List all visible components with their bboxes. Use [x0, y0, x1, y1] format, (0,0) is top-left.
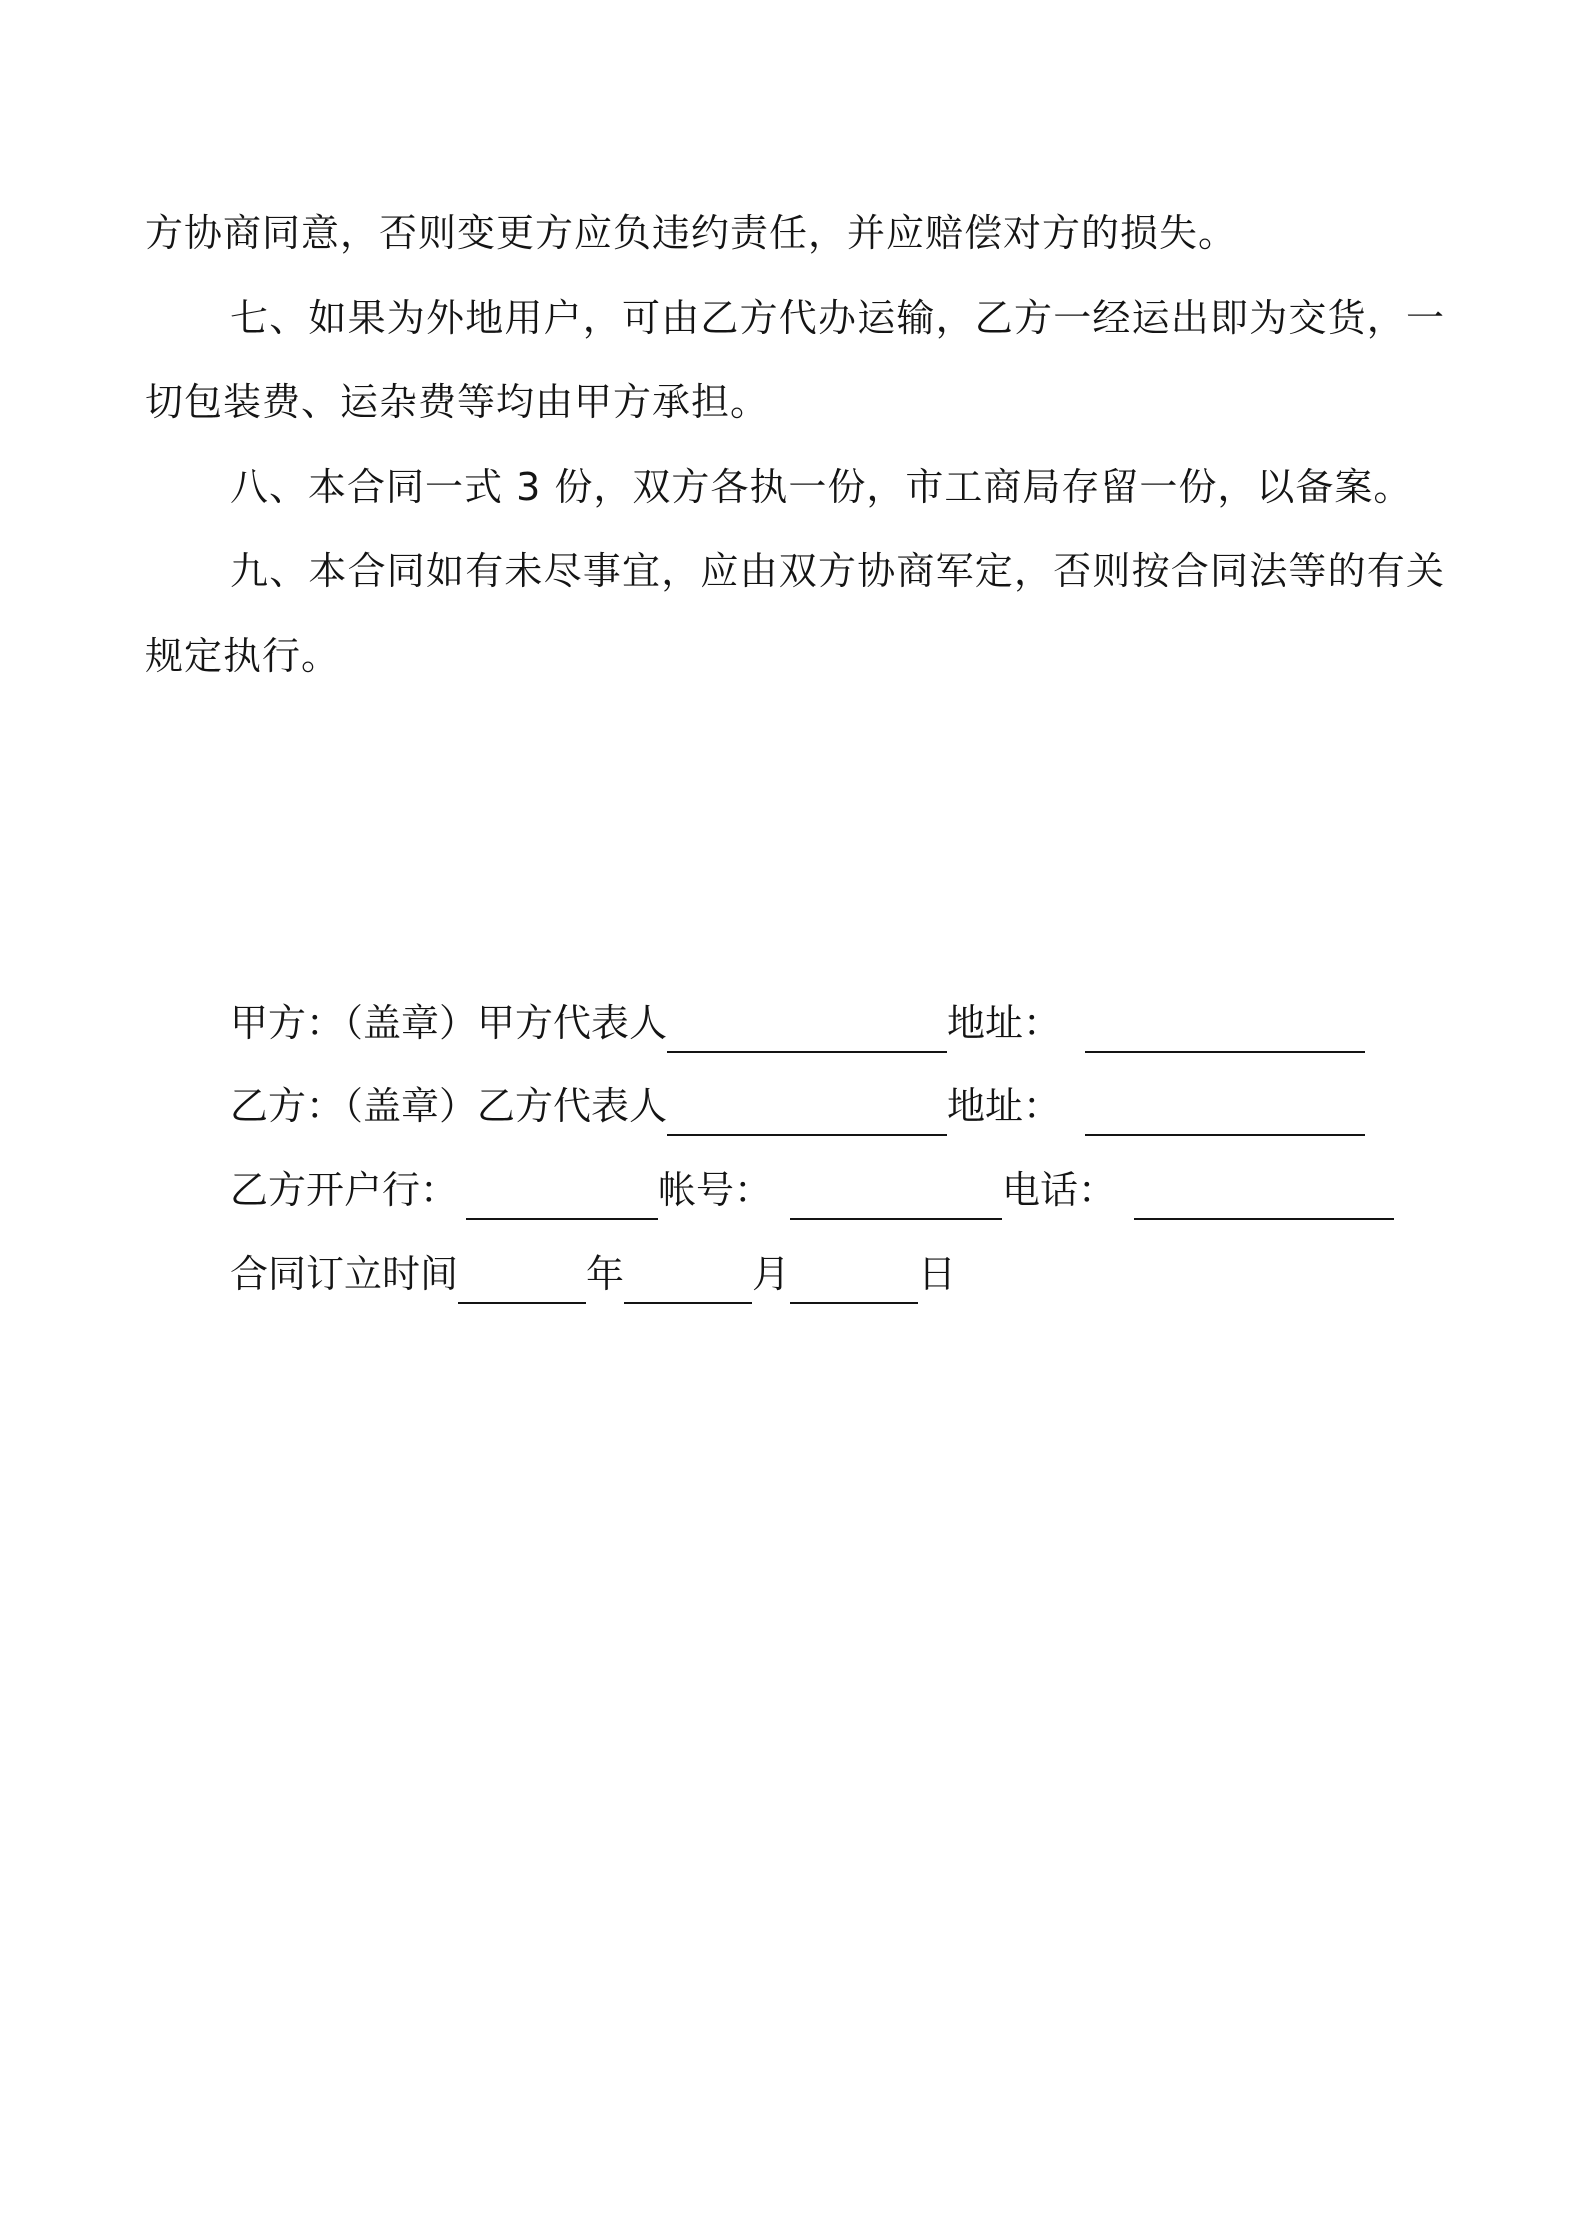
party-a-address-blank[interactable]	[1085, 999, 1365, 1053]
contract-date-line	[230, 1244, 1420, 1304]
year-label: 年	[586, 1252, 625, 1296]
contract-body	[145, 191, 1445, 698]
phone-blank[interactable]	[1134, 1166, 1394, 1220]
bank-blank[interactable]	[466, 1166, 658, 1220]
party-a-representative-blank[interactable]	[667, 999, 947, 1053]
party-b-signature-line	[230, 1076, 1420, 1136]
party-b-representative-blank[interactable]	[667, 1082, 947, 1136]
party-b-address-blank[interactable]	[1085, 1082, 1365, 1136]
month-blank[interactable]	[624, 1250, 752, 1304]
account-blank[interactable]	[790, 1166, 1002, 1220]
bank-info-line	[230, 1160, 1420, 1220]
paragraph-clause-9: 九、本合同如有未尽事宜，应由双方协商军定，否则按合同法等的有关规定执行。	[145, 549, 1445, 678]
phone-label: 电话：	[1002, 1168, 1117, 1212]
party-b-address-label: 地址：	[947, 1084, 1062, 1128]
month-label: 月	[752, 1252, 791, 1296]
year-blank[interactable]	[458, 1250, 586, 1304]
party-a-signature-line	[230, 993, 1420, 1053]
party-a-label: 甲方：（盖章）甲方代表人	[230, 1001, 668, 1045]
date-label: 合同订立时间	[230, 1252, 459, 1296]
day-label: 日	[918, 1252, 957, 1296]
account-label: 帐号：	[658, 1168, 773, 1212]
bank-label: 乙方开户行：	[230, 1168, 459, 1212]
paragraph-clause-7: 七、如果为外地用户，可由乙方代办运输，乙方一经运出即为交货，一切包装费、运杂费等均由甲方承担。	[145, 295, 1445, 424]
paragraph-continuation: 方协商同意，否则变更方应负违约责任，并应赔偿对方的损失。	[145, 211, 1238, 255]
party-a-address-label: 地址：	[947, 1001, 1062, 1045]
paragraph-clause-8: 八、本合同一式 3 份，双方各执一份，市工商局存留一份，以备案。	[230, 464, 1413, 509]
day-blank[interactable]	[790, 1250, 918, 1304]
party-b-label: 乙方：（盖章）乙方代表人	[230, 1084, 668, 1128]
